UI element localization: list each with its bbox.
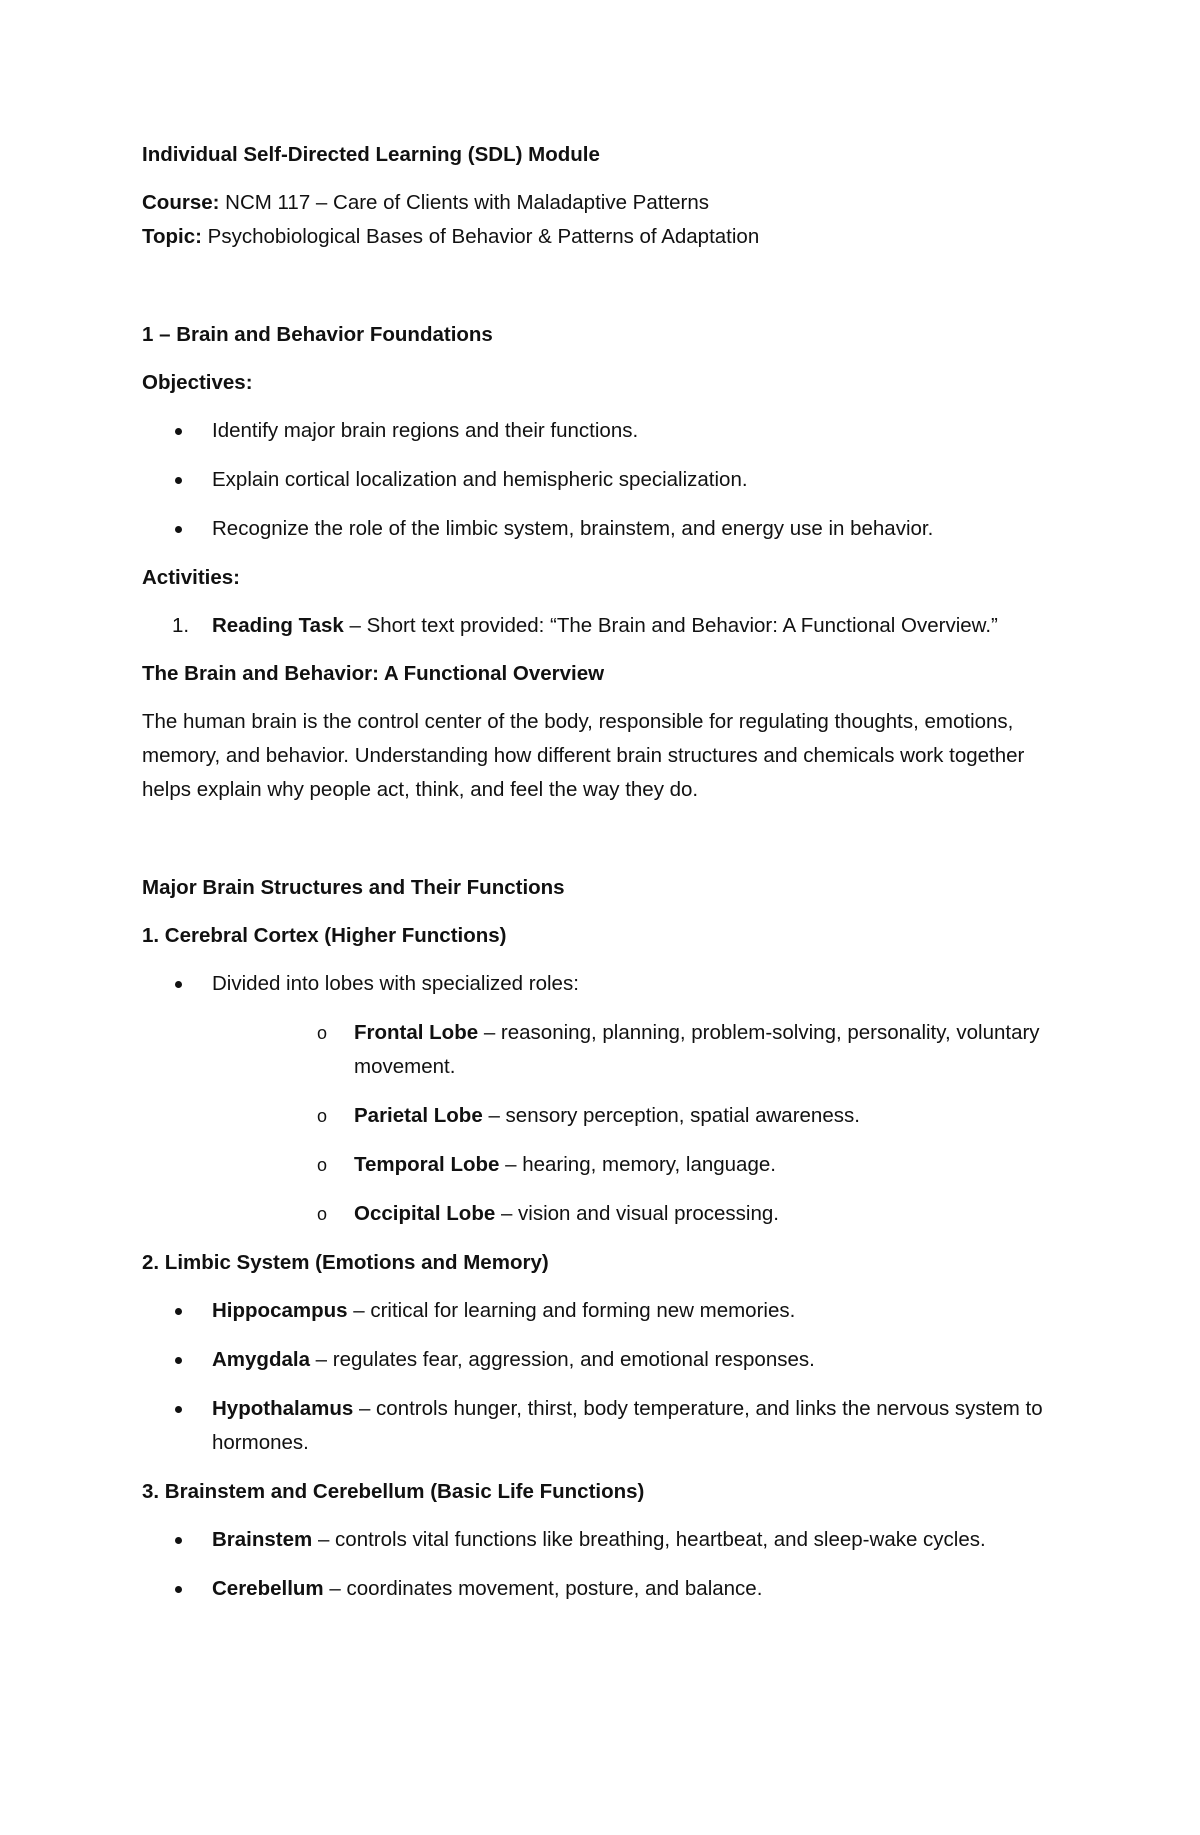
activities-label: Activities: xyxy=(142,566,240,589)
objectives-label: Objectives: xyxy=(142,371,253,394)
list-item: Identify major brain regions and their functions. xyxy=(142,414,1072,448)
topic-value: Psychobiological Bases of Behavior & Patterns of Adaptation xyxy=(201,225,760,248)
list-number: 1. xyxy=(172,614,190,637)
brainstem-list xyxy=(142,1523,1072,1606)
list-item xyxy=(212,1099,1072,1133)
cortex-heading: 1. Cerebral Cortex (Higher Functions) xyxy=(142,924,507,947)
course-value: NCM 117 – Care of Clients with Maladaptive Patterns xyxy=(219,191,710,214)
topic-label: Topic: xyxy=(142,225,202,248)
sub-bullet-marker: o xyxy=(317,1023,328,1043)
structure-desc: – controls hunger, thirst, body temperature, and links the nervous system to hormones. xyxy=(212,1397,1043,1454)
list-item: Recognize the role of the limbic system, brainstem, and energy use in behavior. xyxy=(142,512,1072,546)
section-heading: 1 – Brain and Behavior Foundations xyxy=(142,323,493,346)
lobe-desc: – reasoning, planning, problem-solving, personality, voluntary movement. xyxy=(354,1021,1040,1078)
lobe-name: Occipital Lobe xyxy=(354,1202,496,1225)
list-item xyxy=(142,967,1072,1231)
objectives-list xyxy=(142,414,1072,546)
course-line xyxy=(142,186,1072,220)
lobe-name: Frontal Lobe xyxy=(354,1021,479,1044)
cortex-list xyxy=(142,967,1072,1231)
list-item xyxy=(212,1197,1072,1231)
overview-heading: The Brain and Behavior: A Functional Overview xyxy=(142,662,605,685)
lobe-desc: – sensory perception, spatial awareness. xyxy=(482,1104,860,1127)
structure-name: Amygdala xyxy=(212,1348,310,1371)
structure-name: Cerebellum xyxy=(212,1577,324,1600)
structure-desc: – coordinates movement, posture, and balance. xyxy=(323,1577,763,1600)
lobes-list xyxy=(212,1016,1072,1231)
list-item xyxy=(212,1148,1072,1182)
list-item xyxy=(142,609,1072,643)
brainstem-heading: 3. Brainstem and Cerebellum (Basic Life Functions) xyxy=(142,1480,645,1503)
module-title: Individual Self-Directed Learning (SDL) Module xyxy=(142,143,600,166)
topic-line xyxy=(142,220,1072,254)
structure-desc: – controls vital functions like breathing, heartbeat, and sleep-wake cycles. xyxy=(312,1528,986,1551)
lobe-desc: – vision and visual processing. xyxy=(495,1202,779,1225)
lobe-name: Parietal Lobe xyxy=(354,1104,483,1127)
structure-desc: – critical for learning and forming new memories. xyxy=(347,1299,796,1322)
structure-name: Brainstem xyxy=(212,1528,313,1551)
limbic-list xyxy=(142,1294,1072,1460)
list-item xyxy=(142,1392,1072,1460)
list-item xyxy=(142,1523,1072,1557)
list-item xyxy=(212,1016,1072,1084)
activity-title: Reading Task xyxy=(212,614,344,637)
sub-bullet-marker: o xyxy=(317,1204,328,1224)
cortex-bullet-text: Divided into lobes with specialized roles: xyxy=(212,972,579,995)
activity-desc: – Short text provided: “The Brain and Behavior: A Functional Overview.” xyxy=(343,614,998,637)
list-item xyxy=(142,1294,1072,1328)
list-item: Explain cortical localization and hemispheric specialization. xyxy=(142,463,1072,497)
structures-heading: Major Brain Structures and Their Functions xyxy=(142,876,565,899)
structure-name: Hypothalamus xyxy=(212,1397,354,1420)
list-item xyxy=(142,1572,1072,1606)
document-page xyxy=(142,138,1072,1621)
structure-desc: – regulates fear, aggression, and emotional responses. xyxy=(309,1348,815,1371)
limbic-heading: 2. Limbic System (Emotions and Memory) xyxy=(142,1251,549,1274)
list-item xyxy=(142,1343,1072,1377)
lobe-name: Temporal Lobe xyxy=(354,1153,500,1176)
structure-name: Hippocampus xyxy=(212,1299,348,1322)
overview-paragraph: The human brain is the control center of the body, responsible for regulating thoughts, emotions, memory, and behavior. Understanding how different brain structures and chemicals work together helps explain why people act, think, and feel the way they do. xyxy=(142,710,1025,801)
course-label: Course: xyxy=(142,191,220,214)
sub-bullet-marker: o xyxy=(317,1106,328,1126)
sub-bullet-marker: o xyxy=(317,1155,328,1175)
activities-list xyxy=(142,609,1072,643)
lobe-desc: – hearing, memory, language. xyxy=(499,1153,776,1176)
